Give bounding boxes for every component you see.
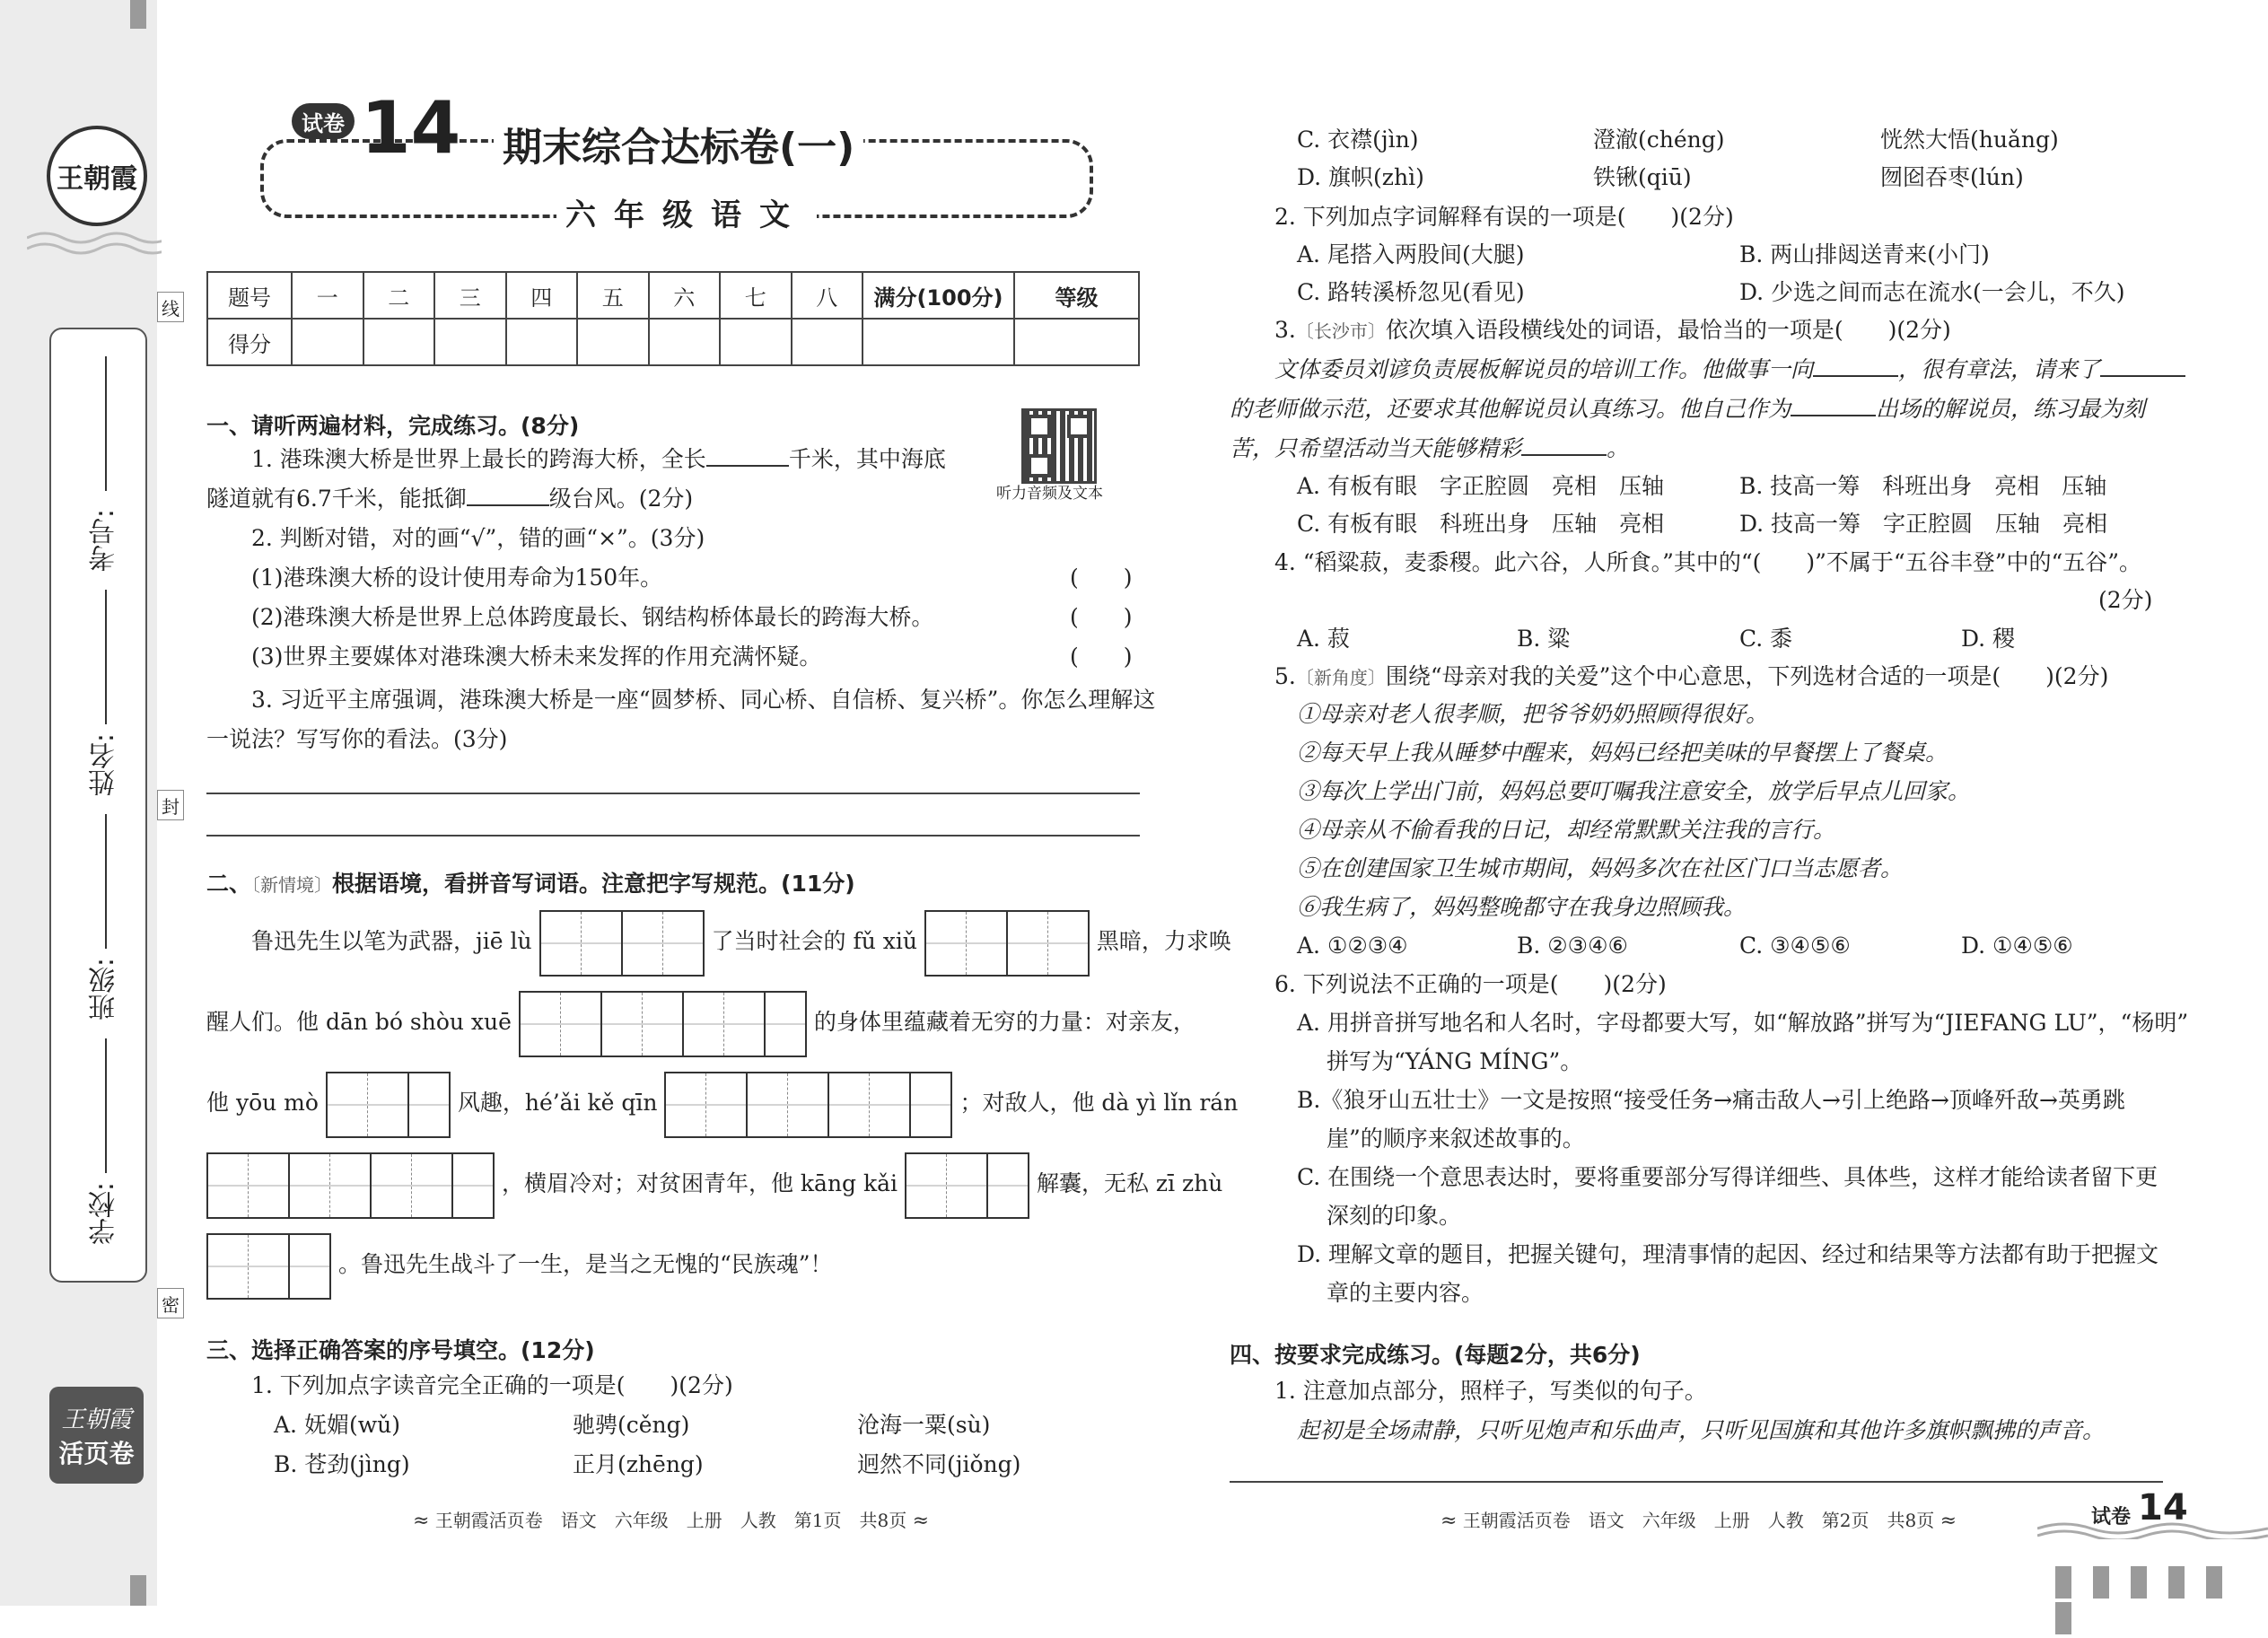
s2-line4	[206, 1151, 1222, 1219]
score-cell: 满分(100分)	[863, 272, 1014, 319]
section4-heading: 四、按要求完成练习。(每题2分，共6分)	[1230, 1342, 1641, 1368]
s3-q3-passage-2	[1230, 390, 2145, 429]
s3-q5-text: 围绕“母亲对我的关爱”这个中心意思，下列选材合适的一项是( )(2分)	[1385, 663, 2109, 689]
s3-q6-opt-cont: 深刻的印象。	[1327, 1203, 1462, 1229]
pinyin-grid[interactable]	[519, 991, 807, 1057]
s3-q1-opt: 正月(zhēng)	[573, 1451, 704, 1477]
pinyin-grid[interactable]	[206, 1152, 495, 1219]
pinyin-grid[interactable]	[664, 1072, 952, 1138]
section1-heading: 一、请听两遍材料，完成练习。(8分)	[206, 413, 580, 439]
s3-q3-opt[interactable]: C. 有板有眼 科班出身 压轴 亮相	[1297, 511, 1665, 537]
s3-q1-opt[interactable]: D. 旗帜(zhì)	[1297, 164, 1424, 190]
class-label: 班级:	[89, 958, 120, 1021]
score-input[interactable]	[506, 319, 578, 365]
seal-char-line: 线	[157, 292, 184, 322]
logo-bottom-bottom: 活页卷	[58, 1438, 135, 1468]
s3-q3-tag: 〔长沙市〕	[1295, 320, 1386, 342]
wave-decoration	[27, 229, 162, 256]
passage-text: 的老师做示范，还要求其他解说员认真练习。他自己作为	[1230, 396, 1791, 422]
s2-heading-num: 二、	[206, 871, 252, 897]
s3-q1-opt: 沧海一粟(sù)	[857, 1412, 991, 1438]
answer-blank[interactable]	[1813, 375, 1898, 377]
publisher-logo	[47, 126, 147, 226]
s3-q2: 2. 下列加点字词解释有误的一项是( )(2分)	[1274, 204, 1734, 230]
score-label: 得分	[207, 319, 292, 365]
s3-q3	[1274, 311, 1951, 351]
pinyin-grid[interactable]	[905, 1152, 1029, 1219]
page-title: 期末综合达标卷(一)	[494, 115, 863, 172]
s2-heading-text: 根据语境，看拼音写词语。注意把字写规范。(11分)	[332, 871, 855, 897]
s3-q5-item: ①母亲对老人很孝顺，把爷爷奶奶照顾得很好。	[1297, 701, 1769, 727]
score-table-score-row	[207, 319, 1139, 365]
school-line[interactable]	[105, 1038, 107, 1173]
score-input[interactable]	[863, 319, 1014, 365]
s3-q3-num: 3.	[1274, 317, 1296, 343]
binding-bar-top	[130, 0, 146, 29]
s3-q6-opt-cont: 拼写为“YÁNG MÍNG”。	[1327, 1048, 1583, 1074]
answer-line[interactable]	[206, 835, 1140, 837]
s3-q1-opt: 驰骋(cěng)	[573, 1412, 690, 1438]
score-input[interactable]	[434, 319, 506, 365]
s1-judge-3: (3)世界主要媒体对港珠澳大桥未来发挥的作用充满怀疑。	[251, 644, 822, 670]
exam-no-line[interactable]	[105, 356, 107, 491]
s1-q1-text-a: 1. 港珠澳大桥是世界上最长的跨海大桥，全长	[251, 446, 706, 472]
school-label: 学校:	[89, 1182, 120, 1246]
s3-q4-opt[interactable]: B. 粱	[1517, 626, 1571, 652]
s3-q1-opt: 囫囵吞枣(lún)	[1880, 164, 2024, 190]
s3-q4: 4. “稻粱菽，麦黍稷。此六谷，人所食。”其中的“( )”不属于“五谷丰登”中的“五谷”。	[1274, 549, 2142, 575]
s3-q6-opt[interactable]: B.《狼牙山五壮士》一文是按照“接受任务→痛击敌人→引上绝路→顶峰歼敌→英勇跳	[1297, 1087, 2125, 1113]
page-subtitle: 六年级语文	[556, 190, 817, 234]
s1-q1-line1	[251, 440, 946, 479]
s3-q1-opt[interactable]: B. 苍劲(jìng)	[274, 1451, 410, 1477]
name-line[interactable]	[105, 590, 107, 724]
answer-blank[interactable]	[1791, 415, 1876, 416]
s1-judge-1: (1)港珠澳大桥的设计使用寿命为150年。	[251, 565, 663, 591]
qr-caption: 听力音频及文本	[996, 485, 1103, 503]
wave-icon: ≈	[1440, 1510, 1458, 1532]
s1-q1-text-b: 千米，其中海底	[788, 446, 946, 472]
s2-text: 。鲁迅先生战斗了一生，是当之无愧的“民族魂”！	[337, 1251, 833, 1277]
wave-icon: ≈	[1940, 1510, 1957, 1532]
s2-text: 解囊，无私 zī zhù	[1036, 1170, 1223, 1196]
s1-q1-line2	[206, 479, 693, 519]
answer-line[interactable]	[206, 793, 1140, 794]
s3-q4-points: (2分)	[2098, 587, 2153, 613]
score-input[interactable]	[363, 319, 435, 365]
s3-q1: 1. 下列加点字读音完全正确的一项是( )(2分)	[251, 1372, 733, 1398]
score-cell: 七	[720, 272, 792, 319]
score-table	[206, 271, 1140, 366]
s3-q5-item: ④母亲从不偷看我的日记，却经常默默关注我的言行。	[1297, 817, 1836, 843]
answer-blank[interactable]	[706, 465, 789, 467]
seal-char-secret: 密	[157, 1288, 184, 1318]
student-info-box	[49, 328, 147, 1283]
s3-q5	[1274, 657, 2108, 697]
s3-q6-opt[interactable]: A. 用拼音拼写地名和人名时，字母都要大写，如“解放路”拼写为“JIEFANG LU”，“杨明”	[1297, 1010, 2189, 1036]
s3-q1-opt: 迥然不同(jiǒng)	[857, 1451, 1021, 1477]
passage-text: ，很有章法，请来了	[1898, 356, 2101, 382]
section2-heading	[206, 866, 855, 898]
score-cell: 四	[506, 272, 578, 319]
s2-line2	[206, 989, 1195, 1057]
passage-text: 出场的解说员，练习最为刻	[1876, 396, 2146, 422]
s2-tag: 〔新情境〕	[251, 874, 333, 896]
score-input[interactable]	[1014, 319, 1139, 365]
s2-text: 的身体里蕴藏着无穷的力量：对亲友，	[813, 1009, 1195, 1035]
s3-q5-item: ⑤在创建国家卫生城市期间，妈妈多次在社区门口当志愿者。	[1297, 855, 1904, 881]
footer-left	[413, 1506, 929, 1532]
wave-icon: ≈	[413, 1510, 430, 1532]
page-badge	[2037, 1485, 2268, 1539]
s3-q5-opt[interactable]: C. ③④⑤⑥	[1739, 933, 1851, 959]
s3-q1-opt: 恍然大悟(huǎng)	[1880, 127, 2059, 153]
page-badge-label: 试卷	[2091, 1506, 2132, 1529]
passage-text: 苦，只希望活动当天能够精彩	[1230, 435, 1522, 461]
answer-blank[interactable]	[467, 504, 549, 506]
s3-q4-opt[interactable]: A. 菽	[1297, 626, 1350, 652]
passage-text: 文体委员刘谚负责展板解说员的培训工作。他做事一向	[1274, 356, 1814, 382]
s3-q6-opt-cont: 崖”的顺序来叙述故事的。	[1327, 1126, 1585, 1152]
exam-no-label: 考号:	[89, 509, 120, 573]
binding-bar-bottom	[130, 1575, 146, 1606]
score-input[interactable]	[720, 319, 792, 365]
score-cell: 等级	[1014, 272, 1139, 319]
s3-q2-opt[interactable]: C. 路转溪桥忽见(看见)	[1297, 279, 1525, 305]
exam-number: 14	[361, 86, 461, 170]
s3-q5-item: ②每天早上我从睡梦中醒来，妈妈已经把美味的早餐摆上了餐桌。	[1297, 740, 1948, 766]
s3-q2-opt[interactable]: A. 尾搭入两股间(大腿)	[1297, 241, 1525, 267]
s3-q1-opt: 澄澈(chéng)	[1593, 127, 1725, 153]
score-input[interactable]	[577, 319, 649, 365]
s3-q3-passage-3	[1230, 429, 1629, 469]
s3-q5-num: 5.	[1274, 663, 1296, 689]
seal-char-seal: 封	[157, 790, 184, 820]
s2-text: 了当时社会的 fǔ xiǔ	[711, 928, 917, 954]
footer-left-text: 王朝霞活页卷 语文 六年级 上册 人教 第1页 共8页	[434, 1510, 907, 1531]
s4-q1: 1. 注意加点部分，照样子，写类似的句子。	[1274, 1378, 1707, 1404]
s3-q3-opt[interactable]: A. 有板有眼 字正腔圆 亮相 压轴	[1297, 473, 1664, 499]
footer-right-text: 王朝霞活页卷 语文 六年级 上册 人教 第2页 共8页	[1462, 1510, 1935, 1531]
score-cell: 六	[649, 272, 721, 319]
score-cell: 题号	[207, 272, 292, 319]
name-label: 姓名:	[89, 733, 120, 797]
judge-answer-paren[interactable]: ( )	[1070, 565, 1133, 591]
bottom-bars	[2055, 1566, 2268, 1638]
s3-q3-opt[interactable]: D. 技高一筹 字正腔圆 压轴 亮相	[1739, 511, 2108, 537]
s1-q3-line2: 一说法？写写你的看法。(3分)	[206, 726, 508, 752]
logo-bottom-top: 王朝霞	[61, 1406, 132, 1433]
pinyin-grid[interactable]	[206, 1233, 331, 1300]
s1-q2: 2. 判断对错，对的画“√”，错的画“×”。(3分)	[251, 525, 705, 551]
score-input[interactable]	[649, 319, 721, 365]
s3-q5-opt[interactable]: A. ①②③④	[1297, 933, 1408, 959]
publisher-logo-bottom	[49, 1387, 144, 1484]
passage-text: 。	[1607, 435, 1630, 461]
s3-q5-opt[interactable]: B. ②③④⑥	[1517, 933, 1628, 959]
s1-judge-2: (2)港珠澳大桥是世界上总体跨度最长、钢结构桥体最长的跨海大桥。	[251, 604, 934, 630]
score-cell: 八	[792, 272, 863, 319]
s2-text: 他 yōu mò	[206, 1090, 319, 1116]
s2-text: 黑暗，力求唤	[1096, 928, 1231, 954]
qr-code[interactable]	[1021, 408, 1097, 484]
s3-q3-text: 依次填入语段横线处的词语，最恰当的一项是( )(2分)	[1385, 317, 1951, 343]
answer-blank[interactable]	[1521, 454, 1607, 456]
s3-q6-opt[interactable]: C. 在围绕一个意思表达时，要将重要部分写得详细些、具体些，这样才能给读者留下更	[1297, 1164, 2159, 1190]
pinyin-grid[interactable]	[539, 910, 705, 977]
s1-q3-line1: 3. 习近平主席强调，港珠澳大桥是一座“圆梦桥、同心桥、自信桥、复兴桥”。你怎么理解这	[251, 687, 1156, 713]
s4-example: 起初是全场肃静，只听见炮声和乐曲声，只听见国旗和其他许多旗帜飘拂的声音。	[1297, 1417, 2106, 1443]
s3-q2-opt[interactable]: B. 两山排闼送青来(小门)	[1739, 241, 1990, 267]
s3-q2-opt[interactable]: D. 少选之间而志在流水(一会儿，不久)	[1739, 279, 2125, 305]
score-cell: 三	[434, 272, 506, 319]
s3-q5-item: ⑥我生病了，妈妈整晚都守在我身边照顾我。	[1297, 894, 1747, 920]
s3-q1-opt: 铁锹(qiū)	[1593, 164, 1692, 190]
s2-line1	[251, 908, 1231, 977]
s3-q4-opt[interactable]: C. 黍	[1739, 626, 1793, 652]
s3-q1-opt[interactable]: A. 妩媚(wǔ)	[274, 1412, 400, 1438]
wave-icon: ≈	[912, 1510, 930, 1532]
s2-text: ；对敌人，他 dà yì lǐn rán	[959, 1090, 1239, 1116]
s3-q4-opt[interactable]: D. 稷	[1961, 626, 2016, 652]
score-input[interactable]	[792, 319, 863, 365]
footer-right	[1440, 1506, 1957, 1532]
score-cell: 一	[292, 272, 363, 319]
s3-q6-opt-cont: 章的主要内容。	[1327, 1280, 1484, 1306]
score-table-header-row	[207, 272, 1139, 319]
s1-q1-text-d: 级台风。(2分)	[548, 486, 694, 512]
s2-text: ，横眉冷对；对贫困青年，他 kāng kǎi	[501, 1170, 898, 1196]
s3-q6-opt[interactable]: D. 理解文章的题目，把握关键句，理清事情的起因、经过和结果等方法都有助于把握文	[1297, 1241, 2159, 1267]
section3-heading: 三、选择正确答案的序号填空。(12分)	[206, 1337, 595, 1363]
s3-q3-opt[interactable]: B. 技高一筹 科班出身 亮相 压轴	[1739, 473, 2107, 499]
s2-line3	[206, 1070, 1238, 1138]
page-badge-number: 14	[2138, 1487, 2188, 1529]
s2-text: 风趣，hé’ǎi kě qīn	[457, 1090, 658, 1116]
s3-q5-opt[interactable]: D. ①④⑤⑥	[1961, 933, 2073, 959]
s3-q1-opt[interactable]: C. 衣襟(jìn)	[1297, 127, 1419, 153]
s2-text: 醒人们。他 dān bó shòu xuē	[206, 1009, 512, 1035]
judge-answer-paren[interactable]: ( )	[1070, 644, 1133, 670]
pinyin-grid[interactable]	[326, 1072, 451, 1138]
score-cell: 五	[577, 272, 649, 319]
score-cell: 二	[363, 272, 435, 319]
s2-text: 鲁迅先生以笔为武器，jiē lù	[251, 928, 532, 954]
answer-line[interactable]	[1230, 1481, 2163, 1483]
s3-q5-item: ③每次上学出门前，妈妈总要叮嘱我注意安全，放学后早点儿回家。	[1297, 778, 1971, 804]
s2-line5	[206, 1231, 833, 1300]
s3-q6: 6. 下列说法不正确的一项是( )(2分)	[1274, 971, 1667, 997]
exam-badge: 试卷	[292, 103, 355, 139]
s3-q3-passage-1	[1274, 350, 2185, 390]
answer-blank[interactable]	[2100, 375, 2185, 377]
score-input[interactable]	[292, 319, 363, 365]
class-line[interactable]	[105, 814, 107, 949]
logo-text: 王朝霞	[57, 163, 137, 195]
s3-q5-tag: 〔新角度〕	[1295, 667, 1386, 688]
judge-answer-paren[interactable]: ( )	[1070, 604, 1133, 630]
pinyin-grid[interactable]	[924, 910, 1090, 977]
s1-q1-text-c: 隧道就有6.7千米，能抵御	[206, 486, 467, 512]
